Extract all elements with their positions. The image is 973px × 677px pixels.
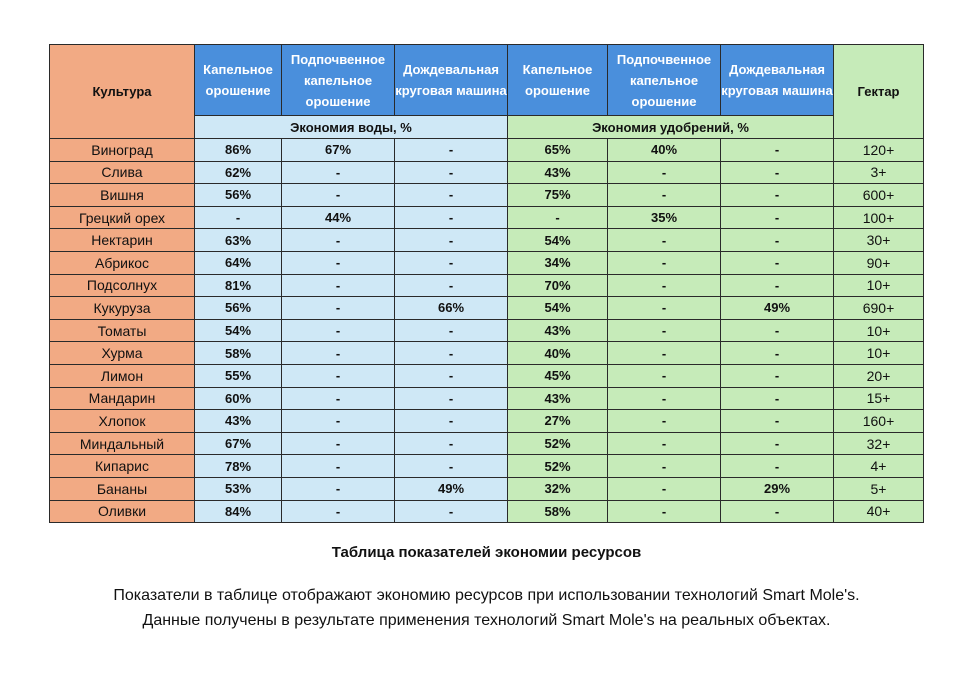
crop-name-cell: Бананы (50, 477, 195, 500)
fertilizer-savings-cell: - (608, 387, 721, 410)
fertilizer-savings-cell: - (608, 432, 721, 455)
fertilizer-savings-cell: - (721, 364, 834, 387)
fertilizer-savings-cell: - (721, 410, 834, 433)
water-savings-cell: - (395, 251, 508, 274)
crop-name-cell: Вишня (50, 184, 195, 207)
fertilizer-savings-cell: 75% (508, 184, 608, 207)
fertilizer-savings-cell: - (608, 455, 721, 478)
water-savings-cell: 56% (195, 297, 282, 320)
fertilizer-savings-cell: 29% (721, 477, 834, 500)
water-savings-cell: - (282, 500, 395, 523)
fertilizer-savings-cell: - (721, 342, 834, 365)
fertilizer-savings-cell: 40% (508, 342, 608, 365)
fertilizer-savings-cell: 27% (508, 410, 608, 433)
crop-name-cell: Кипарис (50, 455, 195, 478)
fertilizer-savings-cell: 52% (508, 455, 608, 478)
fertilizer-savings-cell: - (608, 274, 721, 297)
fertilizer-savings-cell: 54% (508, 229, 608, 252)
water-savings-cell: - (282, 410, 395, 433)
hectare-cell: 10+ (834, 274, 924, 297)
fertilizer-savings-cell: 52% (508, 432, 608, 455)
water-savings-cell: 84% (195, 500, 282, 523)
fertilizer-savings-cell: 65% (508, 139, 608, 162)
fertilizer-savings-cell: - (608, 477, 721, 500)
crop-name-cell: Виноград (50, 139, 195, 162)
water-savings-cell: - (395, 184, 508, 207)
fertilizer-savings-cell: - (721, 251, 834, 274)
table-row (50, 432, 924, 455)
water-savings-cell: - (282, 229, 395, 252)
fertilizer-savings-cell: - (608, 364, 721, 387)
water-savings-cell: 43% (195, 410, 282, 433)
water-savings-cell: - (395, 342, 508, 365)
water-savings-cell: - (282, 251, 395, 274)
hectare-cell: 160+ (834, 410, 924, 433)
fertilizer-savings-cell: - (608, 342, 721, 365)
water-savings-cell: - (395, 161, 508, 184)
water-savings-cell: - (282, 184, 395, 207)
water-savings-cell: - (282, 274, 395, 297)
water-savings-cell: - (395, 455, 508, 478)
crop-name-cell: Подсолнух (50, 274, 195, 297)
water-savings-cell: 67% (195, 432, 282, 455)
table-row (50, 364, 924, 387)
crop-name-cell: Хурма (50, 342, 195, 365)
fertilizer-savings-cell: - (608, 161, 721, 184)
water-savings-cell: 44% (282, 206, 395, 229)
water-savings-cell: - (395, 410, 508, 433)
hectare-cell: 40+ (834, 500, 924, 523)
crop-name-cell: Грецкий орех (50, 206, 195, 229)
fertilizer-savings-cell: - (721, 206, 834, 229)
fertilizer-savings-cell: - (721, 432, 834, 455)
hectare-cell: 3+ (834, 161, 924, 184)
fertilizer-savings-cell: 34% (508, 251, 608, 274)
water-savings-cell: - (282, 319, 395, 342)
water-savings-cell: - (395, 319, 508, 342)
fertilizer-savings-cell: - (721, 184, 834, 207)
water-savings-cell: 86% (195, 139, 282, 162)
fertilizer-savings-cell: - (608, 251, 721, 274)
hectare-cell: 32+ (834, 432, 924, 455)
fertilizer-savings-cell: 58% (508, 500, 608, 523)
fertilizer-savings-cell: - (508, 206, 608, 229)
water-savings-cell: 66% (395, 297, 508, 320)
fertilizer-savings-cell: 40% (608, 139, 721, 162)
fertilizer-savings-cell: 43% (508, 319, 608, 342)
water-savings-cell: - (395, 139, 508, 162)
fertilizer-savings-cell: - (721, 139, 834, 162)
hectare-cell: 90+ (834, 251, 924, 274)
water-savings-cell: - (395, 432, 508, 455)
header-crop: Культура (50, 45, 195, 139)
crop-name-cell: Абрикос (50, 251, 195, 274)
water-savings-cell: - (282, 387, 395, 410)
table-row (50, 455, 924, 478)
header-water-subsurface: Подпочвенное капельное орошение (282, 45, 395, 116)
fertilizer-savings-cell: - (608, 410, 721, 433)
crop-name-cell: Кукуруза (50, 297, 195, 320)
fertilizer-savings-cell: 35% (608, 206, 721, 229)
water-savings-cell: 55% (195, 364, 282, 387)
header-fert-subsurface: Подпочвенное капельное орошение (608, 45, 721, 116)
hectare-cell: 690+ (834, 297, 924, 320)
crop-name-cell: Миндальный (50, 432, 195, 455)
fertilizer-savings-cell: - (608, 184, 721, 207)
crop-name-cell: Мандарин (50, 387, 195, 410)
fertilizer-savings-cell: - (608, 229, 721, 252)
fertilizer-savings-cell: 43% (508, 387, 608, 410)
hectare-cell: 20+ (834, 364, 924, 387)
hectare-cell: 30+ (834, 229, 924, 252)
table-row (50, 500, 924, 523)
hectare-cell: 100+ (834, 206, 924, 229)
hectare-cell: 15+ (834, 387, 924, 410)
hectare-cell: 10+ (834, 319, 924, 342)
header-hectare: Гектар (834, 45, 924, 139)
water-savings-cell: 49% (395, 477, 508, 500)
fertilizer-savings-cell: 43% (508, 161, 608, 184)
fertilizer-savings-cell: 32% (508, 477, 608, 500)
table-row (50, 387, 924, 410)
fertilizer-savings-cell: - (608, 500, 721, 523)
table-row (50, 184, 924, 207)
fertilizer-savings-cell: 45% (508, 364, 608, 387)
water-savings-cell: - (282, 364, 395, 387)
header-fertilizer-savings-group: Экономия удобрений, % (508, 116, 834, 139)
water-savings-cell: - (395, 206, 508, 229)
fertilizer-savings-cell: - (721, 161, 834, 184)
table-row (50, 342, 924, 365)
water-savings-cell: 54% (195, 319, 282, 342)
water-savings-cell: - (282, 477, 395, 500)
fertilizer-savings-cell: - (608, 297, 721, 320)
table-row (50, 410, 924, 433)
water-savings-cell: - (395, 229, 508, 252)
hectare-cell: 120+ (834, 139, 924, 162)
water-savings-cell: 62% (195, 161, 282, 184)
crop-name-cell: Нектарин (50, 229, 195, 252)
fertilizer-savings-cell: - (721, 455, 834, 478)
crop-name-cell: Лимон (50, 364, 195, 387)
header-water-savings-group: Экономия воды, % (195, 116, 508, 139)
water-savings-cell: - (282, 342, 395, 365)
water-savings-cell: - (395, 500, 508, 523)
table-row (50, 274, 924, 297)
table-caption: Таблица показателей экономии ресурсов (331, 544, 642, 561)
water-savings-cell: 56% (195, 184, 282, 207)
hectare-cell: 10+ (834, 342, 924, 365)
header-fert-pivot: Дождевальная круговая машина (721, 45, 834, 116)
water-savings-cell: - (282, 297, 395, 320)
resource-savings-table-wrapper (49, 44, 924, 523)
crop-name-cell: Хлопок (50, 410, 195, 433)
fertilizer-savings-cell: - (608, 319, 721, 342)
fertilizer-savings-cell: - (721, 387, 834, 410)
water-savings-cell: 63% (195, 229, 282, 252)
crop-name-cell: Слива (50, 161, 195, 184)
water-savings-cell: 53% (195, 477, 282, 500)
header-water-drip: Капельное орошение (195, 45, 282, 116)
water-savings-cell: 78% (195, 455, 282, 478)
crop-name-cell: Томаты (50, 319, 195, 342)
water-savings-cell: 81% (195, 274, 282, 297)
note-line-1: Показатели в таблице отображают экономию ресурсов при использовании технологий Smart Mole's. (113, 587, 860, 604)
water-savings-cell: - (395, 274, 508, 297)
note-line-2: Данные получены в результате применения технологий Smart Mole's на реальных объектах. (142, 612, 831, 629)
water-savings-cell: 67% (282, 139, 395, 162)
water-savings-cell: - (282, 455, 395, 478)
resource-savings-table (49, 44, 924, 523)
water-savings-cell: 60% (195, 387, 282, 410)
header-fert-drip: Капельное орошение (508, 45, 608, 116)
fertilizer-savings-cell: - (721, 319, 834, 342)
table-row (50, 319, 924, 342)
hectare-cell: 5+ (834, 477, 924, 500)
crop-name-cell: Оливки (50, 500, 195, 523)
table-row (50, 229, 924, 252)
fertilizer-savings-cell: 70% (508, 274, 608, 297)
table-body (50, 139, 924, 523)
water-savings-cell: - (395, 364, 508, 387)
fertilizer-savings-cell: 54% (508, 297, 608, 320)
fertilizer-savings-cell: - (721, 500, 834, 523)
water-savings-cell: - (282, 432, 395, 455)
water-savings-cell: 64% (195, 251, 282, 274)
header-water-pivot: Дождевальная круговая машина (395, 45, 508, 116)
water-savings-cell: - (395, 387, 508, 410)
fertilizer-savings-cell: - (721, 274, 834, 297)
fertilizer-savings-cell: - (721, 229, 834, 252)
water-savings-cell: - (195, 206, 282, 229)
table-row (50, 139, 924, 162)
table-row (50, 251, 924, 274)
table-row (50, 297, 924, 320)
table-row (50, 206, 924, 229)
table-row (50, 161, 924, 184)
water-savings-cell: - (282, 161, 395, 184)
hectare-cell: 600+ (834, 184, 924, 207)
water-savings-cell: 58% (195, 342, 282, 365)
fertilizer-savings-cell: 49% (721, 297, 834, 320)
hectare-cell: 4+ (834, 455, 924, 478)
table-row (50, 477, 924, 500)
